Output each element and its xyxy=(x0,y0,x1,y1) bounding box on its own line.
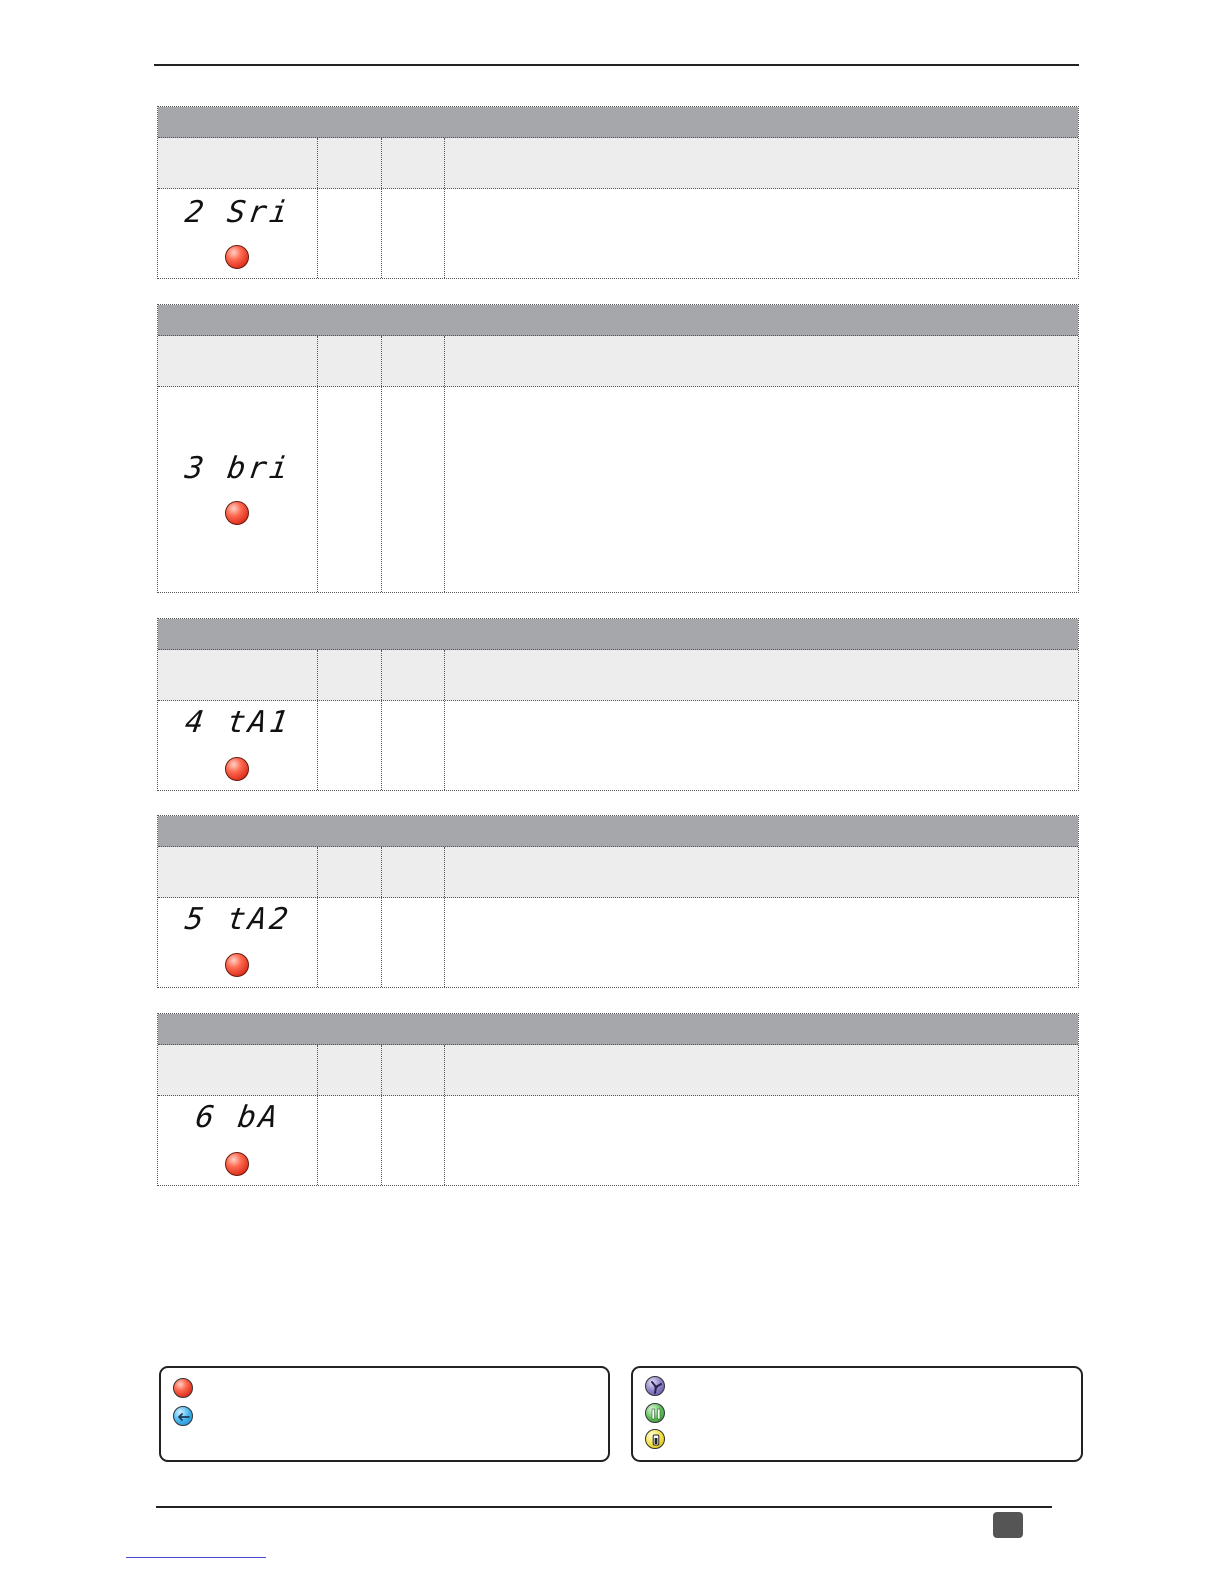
display-cell xyxy=(158,1096,318,1185)
table-body-row xyxy=(158,898,1078,987)
value-cell xyxy=(318,1096,382,1185)
value-cell xyxy=(382,701,445,790)
header-cell xyxy=(318,650,382,700)
back-arrow-icon xyxy=(173,1406,193,1426)
display-cell xyxy=(158,701,318,790)
table-body-row xyxy=(158,387,1078,592)
display-code: 5 tA2 xyxy=(182,902,294,937)
footer-link-underline[interactable] xyxy=(126,1557,266,1558)
header-cell xyxy=(158,847,318,897)
display-cell xyxy=(158,387,318,592)
red-led-icon xyxy=(173,1378,193,1398)
red-led-icon xyxy=(225,1152,249,1176)
table-title-bar xyxy=(158,305,1078,336)
table-header-row xyxy=(158,336,1078,387)
parameter-table-3 xyxy=(157,304,1079,593)
table-body-row xyxy=(158,701,1078,790)
value-cell xyxy=(318,701,382,790)
header-cell xyxy=(445,138,1078,188)
parameter-table-5 xyxy=(157,815,1079,988)
table-header-row xyxy=(158,650,1078,701)
description-cell xyxy=(445,387,1078,592)
legend-box-left xyxy=(159,1366,610,1462)
header-cell xyxy=(445,650,1078,700)
value-cell xyxy=(318,898,382,987)
header-cell xyxy=(318,1045,382,1095)
table-title-bar xyxy=(158,619,1078,650)
header-cell xyxy=(318,847,382,897)
header-cell xyxy=(158,336,318,386)
bottom-rule xyxy=(156,1506,1052,1508)
header-cell xyxy=(445,1045,1078,1095)
fan-icon xyxy=(645,1376,665,1396)
red-led-icon xyxy=(225,245,249,269)
header-cell xyxy=(158,138,318,188)
table-title-bar xyxy=(158,1014,1078,1045)
table-header-row xyxy=(158,847,1078,898)
header-cell xyxy=(382,847,445,897)
value-cell xyxy=(382,189,445,278)
display-code: 4 tA1 xyxy=(182,705,294,740)
header-cell xyxy=(158,1045,318,1095)
red-led-icon xyxy=(225,501,249,525)
header-cell xyxy=(382,336,445,386)
legend-box-right xyxy=(631,1366,1083,1462)
parameter-table-2 xyxy=(157,106,1079,279)
description-cell xyxy=(445,189,1078,278)
table-body-row xyxy=(158,1096,1078,1185)
header-cell xyxy=(445,847,1078,897)
header-cell xyxy=(382,650,445,700)
header-cell xyxy=(382,1045,445,1095)
value-cell xyxy=(382,1096,445,1185)
pause-icon xyxy=(645,1403,665,1423)
value-cell xyxy=(382,898,445,987)
table-title-bar xyxy=(158,107,1078,138)
parameter-table-4 xyxy=(157,618,1079,791)
header-cell xyxy=(158,650,318,700)
header-cell xyxy=(318,138,382,188)
display-code: 2 Sri xyxy=(182,195,294,230)
value-cell xyxy=(318,189,382,278)
table-header-row xyxy=(158,138,1078,189)
description-cell xyxy=(445,1096,1078,1185)
parameter-table-6 xyxy=(157,1013,1079,1186)
description-cell xyxy=(445,898,1078,987)
table-title-bar xyxy=(158,816,1078,847)
display-cell xyxy=(158,189,318,278)
red-led-icon xyxy=(225,953,249,977)
display-code: 6 bA xyxy=(193,1100,283,1135)
table-header-row xyxy=(158,1045,1078,1096)
display-code: 3 bri xyxy=(182,451,294,486)
page-number-tab xyxy=(993,1512,1023,1538)
header-cell xyxy=(445,336,1078,386)
header-cell xyxy=(382,138,445,188)
red-led-icon xyxy=(225,757,249,781)
value-cell xyxy=(382,387,445,592)
header-cell xyxy=(318,336,382,386)
top-rule xyxy=(154,64,1079,66)
battery-icon xyxy=(645,1429,665,1449)
table-body-row xyxy=(158,189,1078,278)
display-cell xyxy=(158,898,318,987)
value-cell xyxy=(318,387,382,592)
description-cell xyxy=(445,701,1078,790)
